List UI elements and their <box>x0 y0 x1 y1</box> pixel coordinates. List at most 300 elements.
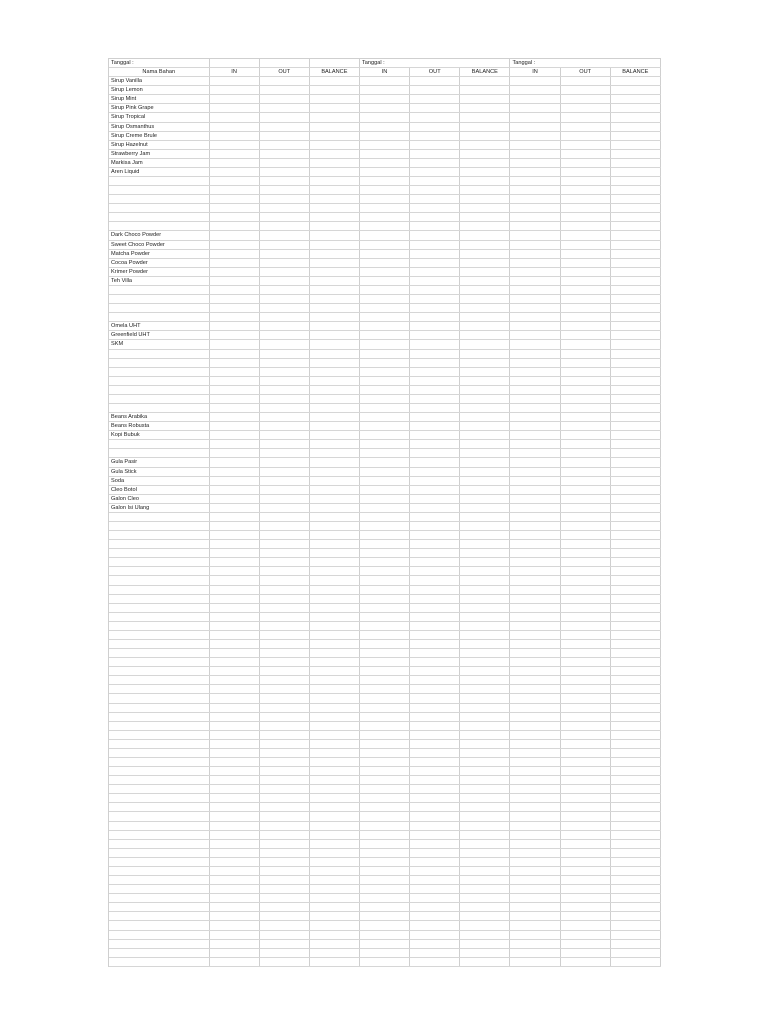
out-cell[interactable] <box>410 558 460 566</box>
item-name-cell[interactable] <box>109 295 210 303</box>
balance-cell[interactable] <box>310 613 360 621</box>
balance-cell[interactable] <box>611 404 661 412</box>
out-cell[interactable] <box>561 350 611 358</box>
in-cell[interactable] <box>360 113 410 121</box>
out-cell[interactable] <box>561 767 611 775</box>
balance-cell[interactable] <box>460 359 510 367</box>
out-cell[interactable] <box>410 86 460 94</box>
out-cell[interactable] <box>561 549 611 557</box>
item-name-cell[interactable] <box>109 894 210 902</box>
balance-cell[interactable] <box>310 912 360 920</box>
in-cell[interactable] <box>360 204 410 212</box>
out-cell[interactable] <box>561 658 611 666</box>
out-cell[interactable] <box>561 731 611 739</box>
item-name-cell[interactable] <box>109 404 210 412</box>
balance-cell[interactable] <box>611 785 661 793</box>
in-cell[interactable] <box>360 449 410 457</box>
in-cell[interactable] <box>360 468 410 476</box>
out-cell[interactable] <box>260 649 310 657</box>
balance-cell[interactable] <box>611 522 661 530</box>
in-cell[interactable] <box>360 386 410 394</box>
balance-cell[interactable] <box>460 558 510 566</box>
in-cell[interactable] <box>360 704 410 712</box>
in-cell[interactable] <box>360 123 410 131</box>
out-cell[interactable] <box>260 622 310 630</box>
in-cell[interactable] <box>510 740 560 748</box>
out-cell[interactable] <box>410 313 460 321</box>
out-cell[interactable] <box>561 377 611 385</box>
balance-cell[interactable] <box>310 931 360 939</box>
out-cell[interactable] <box>260 295 310 303</box>
item-name-cell[interactable] <box>109 731 210 739</box>
out-cell[interactable] <box>561 177 611 185</box>
item-name-cell[interactable]: Sweet Choco Powder <box>109 241 210 249</box>
item-name-cell[interactable] <box>109 831 210 839</box>
balance-cell[interactable] <box>310 858 360 866</box>
item-name-cell[interactable] <box>109 640 210 648</box>
balance-cell[interactable] <box>310 504 360 512</box>
out-cell[interactable] <box>260 767 310 775</box>
in-cell[interactable] <box>210 504 260 512</box>
balance-cell[interactable] <box>310 77 360 85</box>
out-cell[interactable] <box>561 540 611 548</box>
out-cell[interactable] <box>260 604 310 612</box>
out-cell[interactable] <box>410 876 460 884</box>
out-cell[interactable] <box>260 867 310 875</box>
out-cell[interactable] <box>561 749 611 757</box>
in-cell[interactable] <box>510 468 560 476</box>
balance-cell[interactable] <box>460 622 510 630</box>
out-cell[interactable] <box>410 822 460 830</box>
in-cell[interactable] <box>210 286 260 294</box>
out-cell[interactable] <box>410 177 460 185</box>
in-cell[interactable] <box>510 649 560 657</box>
out-cell[interactable] <box>561 368 611 376</box>
balance-cell[interactable] <box>460 468 510 476</box>
out-cell[interactable] <box>260 740 310 748</box>
out-cell[interactable] <box>410 95 460 103</box>
out-cell[interactable] <box>410 849 460 857</box>
balance-cell[interactable] <box>611 903 661 911</box>
in-cell[interactable] <box>510 540 560 548</box>
out-cell[interactable] <box>410 250 460 258</box>
out-cell[interactable] <box>410 350 460 358</box>
item-name-cell[interactable]: Sirup Vanilla <box>109 77 210 85</box>
balance-cell[interactable] <box>611 204 661 212</box>
in-cell[interactable] <box>210 549 260 557</box>
in-cell[interactable] <box>210 749 260 757</box>
balance-cell[interactable] <box>460 713 510 721</box>
in-cell[interactable] <box>210 676 260 684</box>
in-cell[interactable] <box>360 785 410 793</box>
item-name-cell[interactable] <box>109 549 210 557</box>
in-cell[interactable] <box>510 595 560 603</box>
balance-cell[interactable] <box>460 885 510 893</box>
item-name-cell[interactable] <box>109 213 210 221</box>
out-cell[interactable] <box>561 195 611 203</box>
out-cell[interactable] <box>410 549 460 557</box>
out-cell[interactable] <box>561 794 611 802</box>
item-name-cell[interactable] <box>109 649 210 657</box>
out-cell[interactable] <box>410 894 460 902</box>
out-cell[interactable] <box>260 422 310 430</box>
in-cell[interactable] <box>210 231 260 239</box>
balance-cell[interactable] <box>611 931 661 939</box>
in-cell[interactable] <box>210 840 260 848</box>
in-cell[interactable] <box>360 595 410 603</box>
balance-cell[interactable] <box>310 631 360 639</box>
balance-cell[interactable] <box>460 613 510 621</box>
out-cell[interactable] <box>410 123 460 131</box>
item-name-cell[interactable]: Omela UHT <box>109 322 210 330</box>
balance-cell[interactable] <box>611 159 661 167</box>
in-cell[interactable] <box>510 858 560 866</box>
item-name-cell[interactable] <box>109 921 210 929</box>
in-cell[interactable] <box>360 422 410 430</box>
in-cell[interactable] <box>210 186 260 194</box>
balance-cell[interactable] <box>460 586 510 594</box>
in-cell[interactable] <box>210 368 260 376</box>
in-cell[interactable] <box>510 368 560 376</box>
in-cell[interactable] <box>210 704 260 712</box>
item-name-cell[interactable]: Krimer Powder <box>109 268 210 276</box>
balance-cell[interactable] <box>611 177 661 185</box>
out-cell[interactable] <box>561 413 611 421</box>
balance-cell[interactable] <box>611 894 661 902</box>
balance-cell[interactable] <box>310 222 360 230</box>
out-cell[interactable] <box>260 86 310 94</box>
in-cell[interactable] <box>210 540 260 548</box>
balance-cell[interactable] <box>611 304 661 312</box>
item-name-cell[interactable] <box>109 704 210 712</box>
in-cell[interactable] <box>210 731 260 739</box>
out-cell[interactable] <box>260 168 310 176</box>
out-cell[interactable] <box>561 758 611 766</box>
out-cell[interactable] <box>410 331 460 339</box>
in-cell[interactable] <box>210 649 260 657</box>
balance-cell[interactable] <box>611 168 661 176</box>
out-cell[interactable] <box>410 704 460 712</box>
in-cell[interactable] <box>210 558 260 566</box>
balance-cell[interactable] <box>460 740 510 748</box>
balance-cell[interactable] <box>460 322 510 330</box>
out-cell[interactable] <box>410 867 460 875</box>
out-cell[interactable] <box>410 340 460 348</box>
in-cell[interactable] <box>510 685 560 693</box>
balance-cell[interactable] <box>611 586 661 594</box>
out-cell[interactable] <box>410 386 460 394</box>
in-cell[interactable] <box>510 912 560 920</box>
in-cell[interactable] <box>210 150 260 158</box>
in-cell[interactable] <box>210 213 260 221</box>
out-cell[interactable] <box>260 776 310 784</box>
in-cell[interactable] <box>210 531 260 539</box>
out-cell[interactable] <box>410 731 460 739</box>
in-cell[interactable] <box>510 767 560 775</box>
in-cell[interactable] <box>360 867 410 875</box>
item-name-cell[interactable]: Sirup Pink Grape <box>109 104 210 112</box>
item-name-cell[interactable] <box>109 767 210 775</box>
item-name-cell[interactable] <box>109 204 210 212</box>
out-cell[interactable] <box>410 295 460 303</box>
out-cell[interactable] <box>561 921 611 929</box>
item-name-cell[interactable]: Sirup Creme Brule <box>109 132 210 140</box>
in-cell[interactable] <box>210 331 260 339</box>
balance-cell[interactable] <box>310 322 360 330</box>
item-name-cell[interactable] <box>109 586 210 594</box>
out-cell[interactable] <box>260 359 310 367</box>
item-name-cell[interactable] <box>109 713 210 721</box>
balance-cell[interactable] <box>460 631 510 639</box>
out-cell[interactable] <box>561 640 611 648</box>
in-cell[interactable] <box>210 876 260 884</box>
in-cell[interactable] <box>510 613 560 621</box>
in-cell[interactable] <box>510 722 560 730</box>
in-cell[interactable] <box>210 322 260 330</box>
in-cell[interactable] <box>510 250 560 258</box>
out-cell[interactable] <box>410 903 460 911</box>
balance-cell[interactable] <box>611 685 661 693</box>
in-cell[interactable] <box>360 458 410 466</box>
in-cell[interactable] <box>210 894 260 902</box>
out-cell[interactable] <box>410 767 460 775</box>
in-cell[interactable] <box>360 749 410 757</box>
balance-cell[interactable] <box>460 803 510 811</box>
out-cell[interactable] <box>410 195 460 203</box>
in-cell[interactable] <box>360 613 410 621</box>
balance-cell[interactable] <box>460 540 510 548</box>
in-cell[interactable] <box>210 758 260 766</box>
balance-cell[interactable] <box>310 940 360 948</box>
item-name-cell[interactable] <box>109 558 210 566</box>
out-cell[interactable] <box>410 949 460 957</box>
out-cell[interactable] <box>260 104 310 112</box>
balance-cell[interactable] <box>611 531 661 539</box>
item-name-cell[interactable] <box>109 885 210 893</box>
balance-cell[interactable] <box>611 123 661 131</box>
out-cell[interactable] <box>410 667 460 675</box>
out-cell[interactable] <box>260 159 310 167</box>
out-cell[interactable] <box>410 477 460 485</box>
item-name-cell[interactable]: Dark Choco Powder <box>109 231 210 239</box>
out-cell[interactable] <box>410 504 460 512</box>
out-cell[interactable] <box>260 831 310 839</box>
item-name-cell[interactable]: Cocoa Powder <box>109 259 210 267</box>
in-cell[interactable] <box>510 694 560 702</box>
in-cell[interactable] <box>360 713 410 721</box>
in-cell[interactable] <box>510 295 560 303</box>
balance-cell[interactable] <box>310 876 360 884</box>
in-cell[interactable] <box>510 449 560 457</box>
balance-cell[interactable] <box>460 504 510 512</box>
balance-cell[interactable] <box>310 540 360 548</box>
item-name-cell[interactable] <box>109 368 210 376</box>
in-cell[interactable] <box>210 631 260 639</box>
out-cell[interactable] <box>260 704 310 712</box>
balance-cell[interactable] <box>310 658 360 666</box>
out-cell[interactable] <box>561 504 611 512</box>
out-cell[interactable] <box>410 204 460 212</box>
balance-cell[interactable] <box>310 667 360 675</box>
in-cell[interactable] <box>210 458 260 466</box>
in-cell[interactable] <box>210 440 260 448</box>
balance-cell[interactable] <box>310 549 360 557</box>
balance-cell[interactable] <box>310 259 360 267</box>
balance-cell[interactable] <box>310 649 360 657</box>
balance-cell[interactable] <box>460 113 510 121</box>
out-cell[interactable] <box>260 785 310 793</box>
in-cell[interactable] <box>510 876 560 884</box>
balance-cell[interactable] <box>611 867 661 875</box>
balance-cell[interactable] <box>310 704 360 712</box>
out-cell[interactable] <box>561 404 611 412</box>
item-name-cell[interactable] <box>109 694 210 702</box>
balance-cell[interactable] <box>310 685 360 693</box>
in-cell[interactable] <box>360 295 410 303</box>
out-cell[interactable] <box>260 495 310 503</box>
out-cell[interactable] <box>561 213 611 221</box>
in-cell[interactable] <box>360 740 410 748</box>
in-cell[interactable] <box>510 576 560 584</box>
out-cell[interactable] <box>561 86 611 94</box>
in-cell[interactable] <box>510 195 560 203</box>
balance-cell[interactable] <box>460 531 510 539</box>
out-cell[interactable] <box>260 449 310 457</box>
out-cell[interactable] <box>410 141 460 149</box>
balance-cell[interactable] <box>460 595 510 603</box>
out-cell[interactable] <box>410 268 460 276</box>
in-cell[interactable] <box>510 940 560 948</box>
out-cell[interactable] <box>561 949 611 957</box>
in-cell[interactable] <box>210 903 260 911</box>
balance-cell[interactable] <box>310 812 360 820</box>
out-cell[interactable] <box>561 576 611 584</box>
out-cell[interactable] <box>561 831 611 839</box>
in-cell[interactable] <box>210 595 260 603</box>
item-name-cell[interactable]: Sirup Lemon <box>109 86 210 94</box>
balance-cell[interactable] <box>460 576 510 584</box>
balance-cell[interactable] <box>310 758 360 766</box>
in-cell[interactable] <box>510 286 560 294</box>
out-cell[interactable] <box>561 386 611 394</box>
balance-cell[interactable] <box>310 204 360 212</box>
out-cell[interactable] <box>260 812 310 820</box>
balance-cell[interactable] <box>310 295 360 303</box>
item-name-cell[interactable] <box>109 540 210 548</box>
out-cell[interactable] <box>260 304 310 312</box>
in-cell[interactable] <box>210 794 260 802</box>
balance-cell[interactable] <box>460 159 510 167</box>
balance-cell[interactable] <box>310 186 360 194</box>
balance-cell[interactable] <box>460 295 510 303</box>
item-name-cell[interactable] <box>109 876 210 884</box>
balance-cell[interactable] <box>310 840 360 848</box>
item-name-cell[interactable]: SKM <box>109 340 210 348</box>
balance-cell[interactable] <box>310 676 360 684</box>
balance-cell[interactable] <box>460 812 510 820</box>
out-cell[interactable] <box>561 876 611 884</box>
item-name-cell[interactable] <box>109 776 210 784</box>
balance-cell[interactable] <box>611 676 661 684</box>
in-cell[interactable] <box>210 404 260 412</box>
balance-cell[interactable] <box>460 449 510 457</box>
balance-cell[interactable] <box>611 613 661 621</box>
balance-cell[interactable] <box>310 404 360 412</box>
item-name-cell[interactable]: Cleo Botol <box>109 486 210 494</box>
in-cell[interactable] <box>360 141 410 149</box>
in-cell[interactable] <box>510 313 560 321</box>
in-cell[interactable] <box>210 949 260 957</box>
in-cell[interactable] <box>510 168 560 176</box>
out-cell[interactable] <box>561 95 611 103</box>
out-cell[interactable] <box>260 667 310 675</box>
out-cell[interactable] <box>561 940 611 948</box>
item-name-cell[interactable]: Beans Arabika <box>109 413 210 421</box>
balance-cell[interactable] <box>460 649 510 657</box>
in-cell[interactable] <box>210 377 260 385</box>
balance-cell[interactable] <box>310 449 360 457</box>
in-cell[interactable] <box>510 477 560 485</box>
balance-cell[interactable] <box>460 658 510 666</box>
in-cell[interactable] <box>360 631 410 639</box>
out-cell[interactable] <box>410 413 460 421</box>
out-cell[interactable] <box>410 213 460 221</box>
in-cell[interactable] <box>210 831 260 839</box>
out-cell[interactable] <box>260 586 310 594</box>
out-cell[interactable] <box>561 822 611 830</box>
in-cell[interactable] <box>210 431 260 439</box>
balance-cell[interactable] <box>310 586 360 594</box>
in-cell[interactable] <box>510 386 560 394</box>
out-cell[interactable] <box>410 304 460 312</box>
out-cell[interactable] <box>561 422 611 430</box>
balance-cell[interactable] <box>310 422 360 430</box>
item-name-cell[interactable] <box>109 531 210 539</box>
item-name-cell[interactable] <box>109 912 210 920</box>
in-cell[interactable] <box>510 104 560 112</box>
out-cell[interactable] <box>260 749 310 757</box>
balance-cell[interactable] <box>460 486 510 494</box>
out-cell[interactable] <box>410 858 460 866</box>
balance-cell[interactable] <box>460 213 510 221</box>
balance-cell[interactable] <box>310 694 360 702</box>
item-name-cell[interactable] <box>109 858 210 866</box>
balance-cell[interactable] <box>460 931 510 939</box>
out-cell[interactable] <box>260 531 310 539</box>
in-cell[interactable] <box>360 477 410 485</box>
out-cell[interactable] <box>260 123 310 131</box>
out-cell[interactable] <box>410 458 460 466</box>
balance-cell[interactable] <box>310 785 360 793</box>
out-cell[interactable] <box>561 676 611 684</box>
in-cell[interactable] <box>510 95 560 103</box>
out-cell[interactable] <box>561 595 611 603</box>
out-cell[interactable] <box>561 567 611 575</box>
in-cell[interactable] <box>210 713 260 721</box>
in-cell[interactable] <box>510 658 560 666</box>
item-name-cell[interactable] <box>109 840 210 848</box>
balance-cell[interactable] <box>460 95 510 103</box>
item-name-cell[interactable] <box>109 186 210 194</box>
item-name-cell[interactable] <box>109 449 210 457</box>
balance-cell[interactable] <box>310 495 360 503</box>
balance-cell[interactable] <box>310 440 360 448</box>
balance-cell[interactable] <box>460 704 510 712</box>
out-cell[interactable] <box>410 676 460 684</box>
out-cell[interactable] <box>260 513 310 521</box>
in-cell[interactable] <box>210 513 260 521</box>
balance-cell[interactable] <box>310 241 360 249</box>
